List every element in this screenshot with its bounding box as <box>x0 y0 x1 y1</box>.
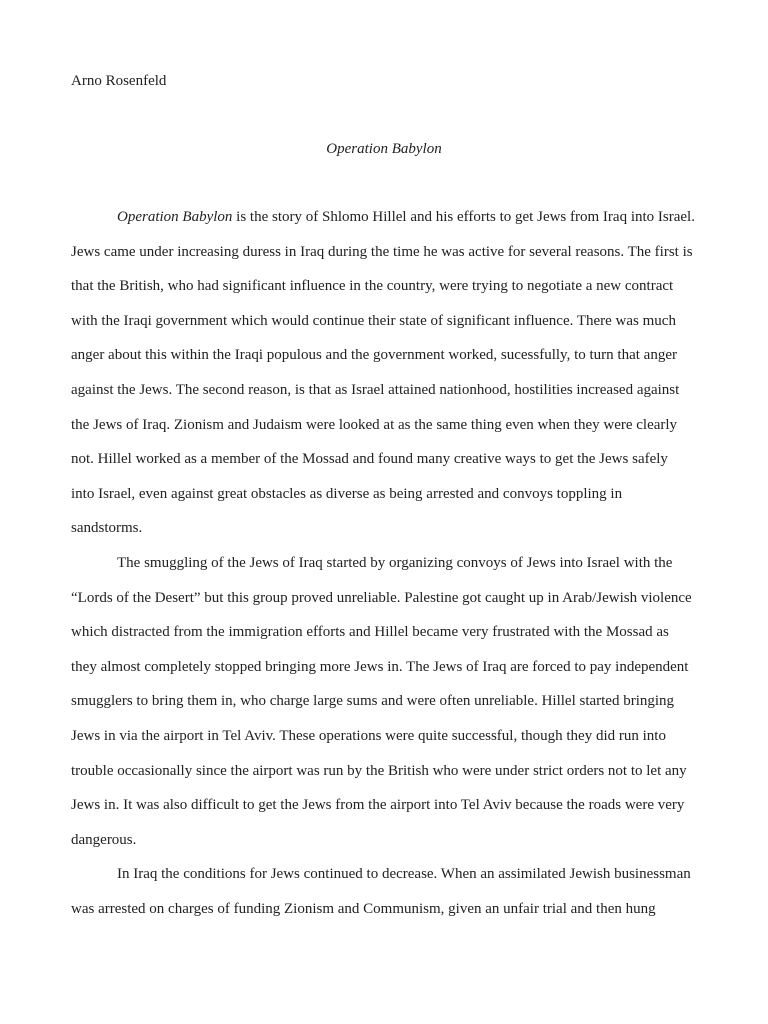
line-text: Jews in via the airport in Tel Aviv. These operations were quite successful, though they did run into <box>71 728 666 744</box>
line-text: is the story of Shlomo Hillel and his efforts to get Jews from Iraq into Israel. <box>232 209 695 225</box>
line-text: Jews in. It was also difficult to get the Jews from the airport into Tel Aviv because the roads were very <box>71 797 685 814</box>
line-text: trouble occasionally since the airport was run by the British who were under strict orders not to let any <box>71 762 687 779</box>
line-text: against the Jews. The second reason, is that as Israel attained nationhood, hostilities increased against <box>71 382 680 398</box>
line-text: they almost completely stopped bringing more Jews in. The Jews of Iraq are forced to pay independent <box>71 658 689 675</box>
paragraph-1-line-8 <box>71 450 668 468</box>
document-title: Operation Babylon <box>326 141 442 157</box>
line-text: not. Hillel worked as a member of the Mossad and found many creative ways to get the Jews safely <box>71 451 668 468</box>
paragraph-2-line-8 <box>71 796 684 814</box>
italic-book-title: Operation Babylon <box>117 209 233 225</box>
line-text: The smuggling of the Jews of Iraq started by organizing convoys of Jews into Israel with the <box>117 555 673 571</box>
line-text: was arrested on charges of funding Zionism and Communism, given an unfair trial and then hung <box>71 901 656 917</box>
paragraph-2-line-2 <box>71 589 692 607</box>
paragraph-1-line-10 <box>71 519 142 537</box>
paragraph-1-line-9 <box>71 485 622 503</box>
paragraph-2-line-4 <box>71 658 688 676</box>
line-text: Jews came under increasing duress in Iraq during the time he was active for several reasons. The first is <box>71 243 693 260</box>
paragraph-1-line-2 <box>71 243 693 261</box>
paragraph-2-line-6 <box>71 727 666 745</box>
paragraph-3-line-1 <box>117 865 691 883</box>
line-text: dangerous. <box>71 831 137 848</box>
line-text: “Lords of the Desert” but this group proved unreliable. Palestine got caught up in Arab/Jewish violence <box>71 589 692 606</box>
paragraph-2-line-7 <box>71 762 687 780</box>
author-name: Arno Rosenfeld <box>71 73 167 89</box>
paragraph-2-line-5 <box>71 692 674 710</box>
line-text: anger about this within the Iraqi populous and the government worked, sucessfully, to turn that anger <box>71 347 677 364</box>
paragraph-1-line-1 <box>117 208 695 226</box>
line-text: the Jews of Iraq. Zionism and Judaism were looked at as the same thing even when they were clearly <box>71 416 678 433</box>
line-text: smugglers to bring them in, who charge large sums and were often unreliable. Hillel started bringing <box>71 693 675 710</box>
paragraph-1-line-5 <box>71 346 677 364</box>
line-text: which distracted from the immigration efforts and Hillel became very frustrated with the Mossad as <box>71 624 669 641</box>
paragraph-2-line-3 <box>71 623 669 641</box>
paragraph-2-line-9 <box>71 831 136 849</box>
paragraph-1-line-3 <box>71 277 673 295</box>
paragraph-1-line-6 <box>71 381 679 399</box>
paragraph-2-line-1 <box>117 554 672 572</box>
line-text: In Iraq the conditions for Jews continued to decrease. When an assimilated Jewish businessman <box>117 866 691 883</box>
paragraph-1-line-7 <box>71 416 677 434</box>
paragraph-1-line-4 <box>71 312 676 330</box>
line-text: that the British, who had significant influence in the country, were trying to negotiate a new contract <box>71 278 674 295</box>
line-text: into Israel, even against great obstacles as diverse as being arrested and convoys toppling in <box>71 485 623 502</box>
line-text: with the Iraqi government which would continue their state of significant influence. There was much <box>71 312 676 329</box>
paragraph-3-line-2 <box>71 900 656 918</box>
line-text: sandstorms. <box>71 520 143 537</box>
